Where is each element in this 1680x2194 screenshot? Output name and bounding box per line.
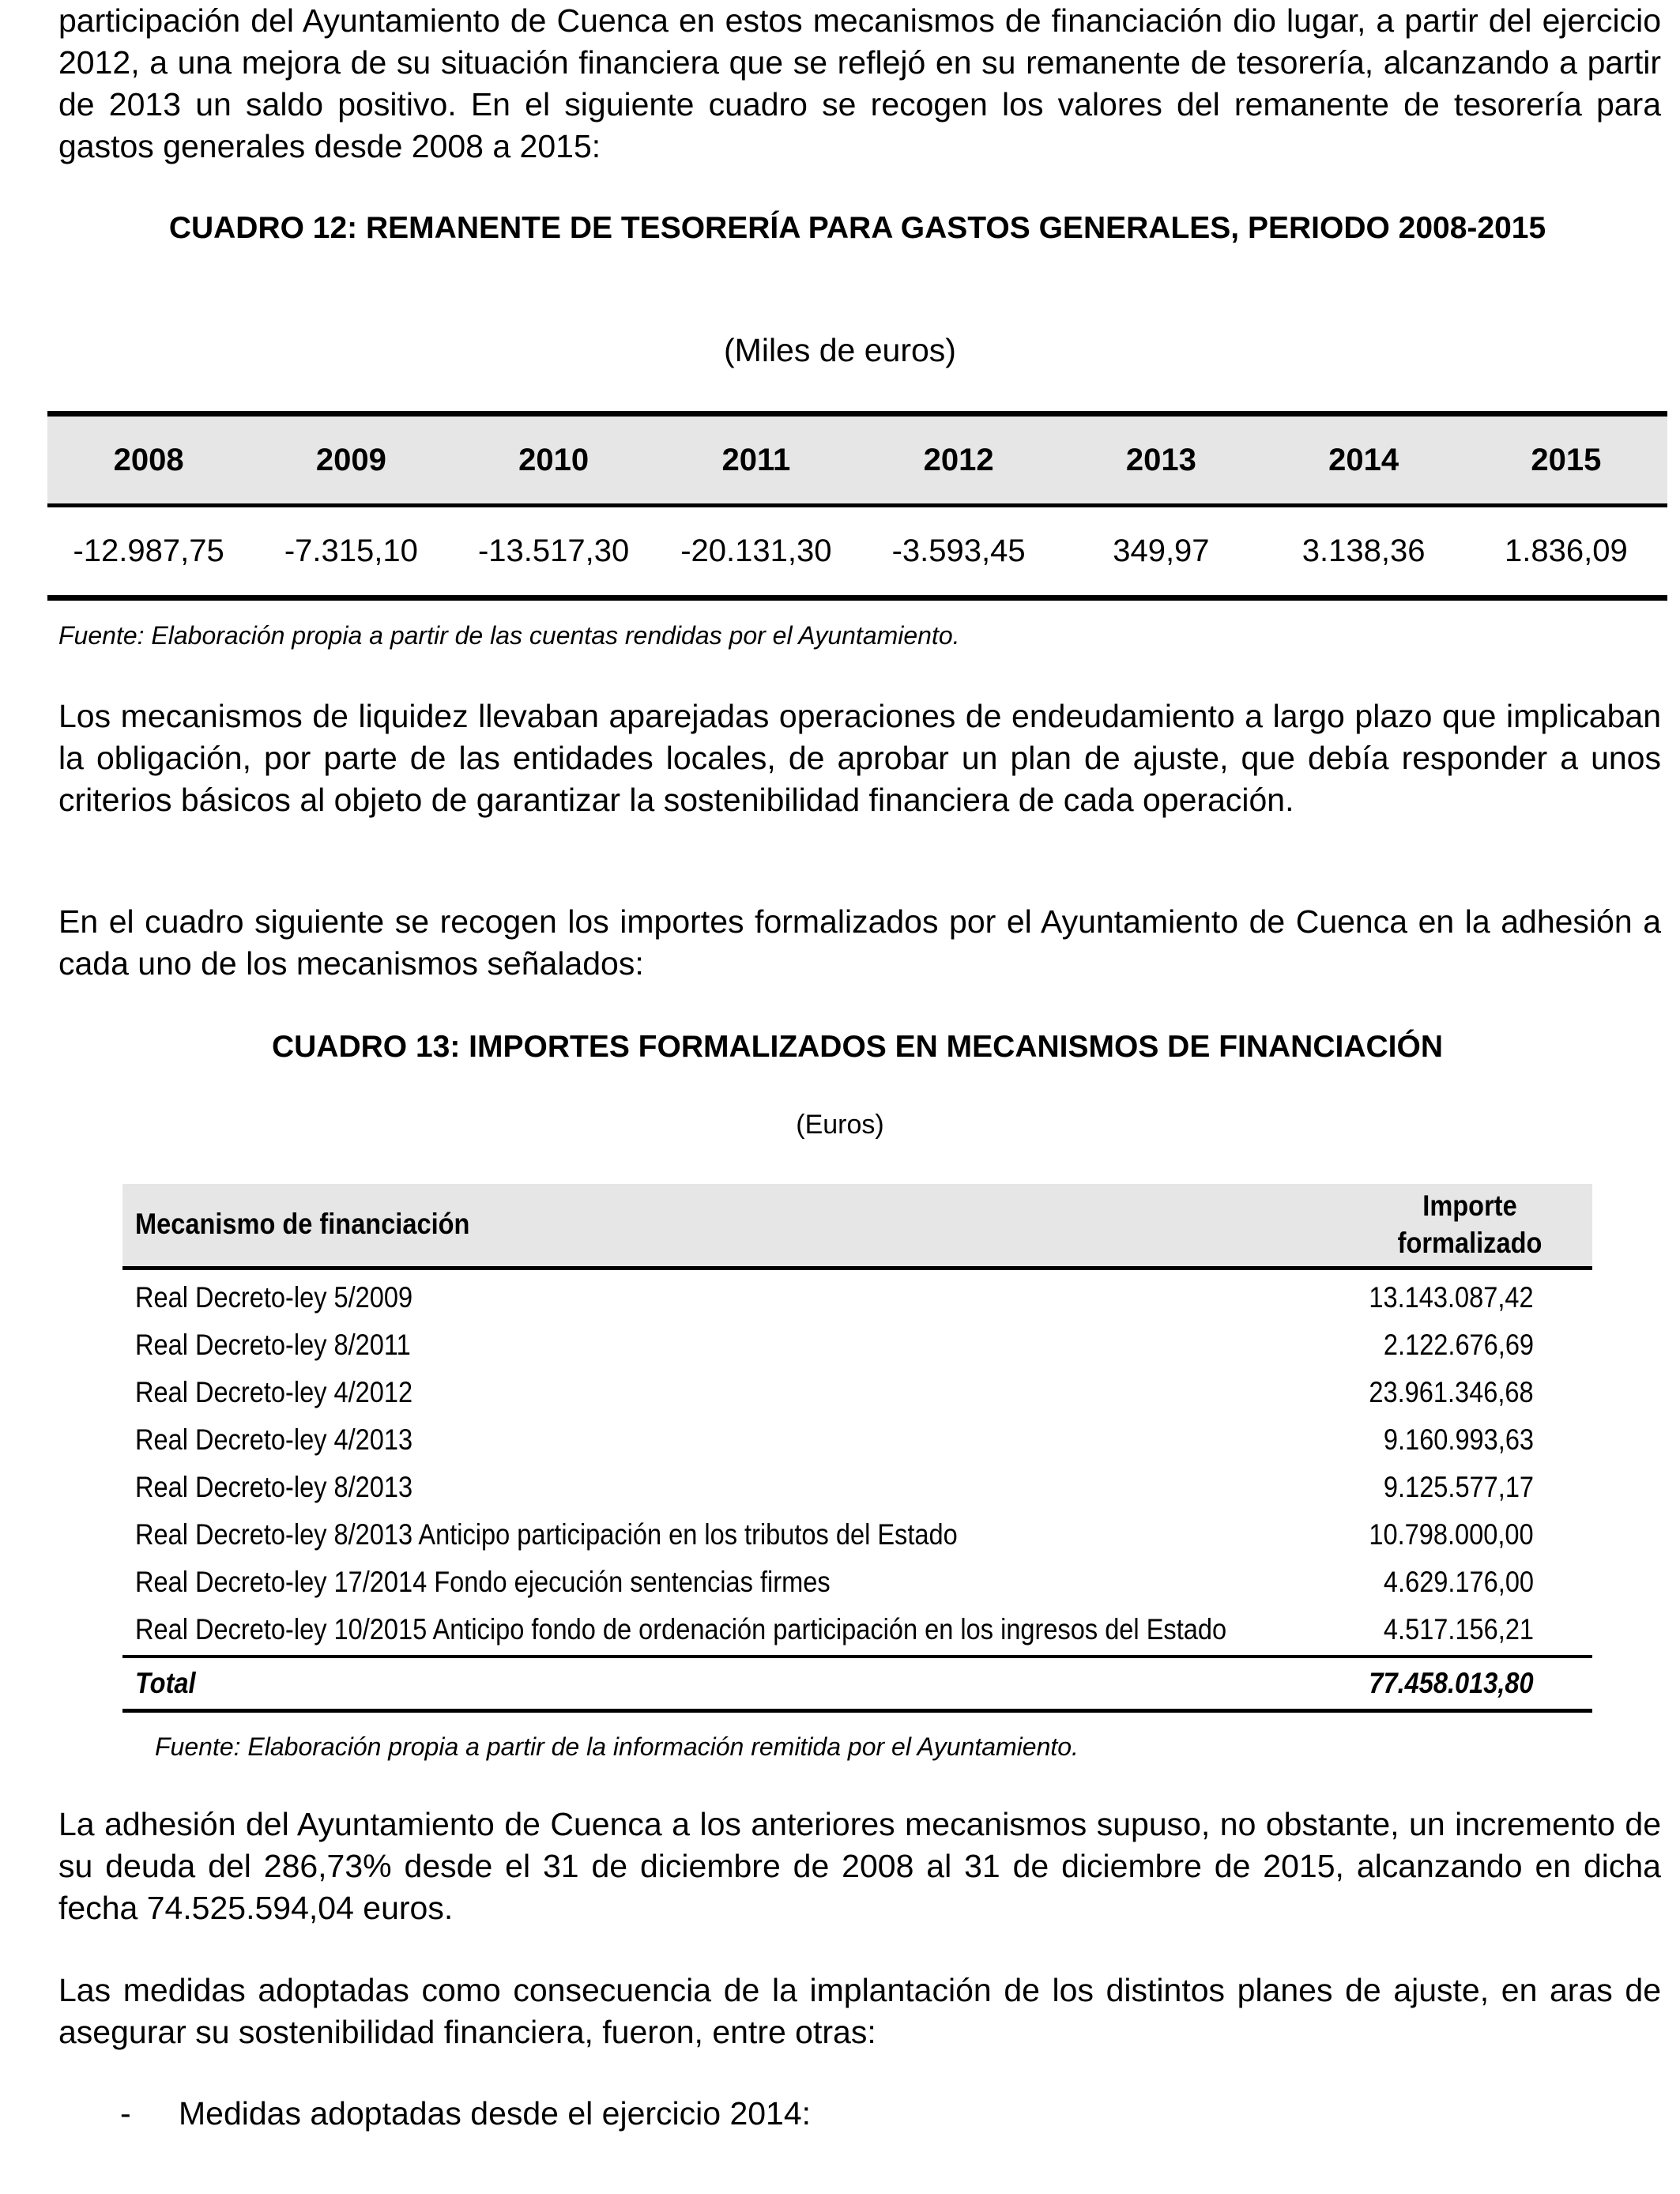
row-importe: 9.160.993,63 (1383, 1423, 1534, 1456)
year-2012-header: 2012 (923, 442, 994, 477)
cuadro12-title: CUADRO 12: REMANENTE DE TESORERÍA PARA GASTOS GENERALES, PERIODO 2008-2015 (168, 211, 1546, 245)
year-2013-header: 2013 (1125, 442, 1196, 477)
paragraph-liquidez: Los mecanismos de liquidez llevaban aparejadas operaciones de endeudamiento a largo plazo que implicaban la obligación, por parte de las entidades locales, de aprobar un plan de ajuste, que debía responder a unos criterios básicos al objeto de garantizar la sostenibilidad financiera de cada operación. (58, 698, 1661, 818)
year-2008-header: 2008 (113, 442, 184, 477)
value-2015: 1.836,09 (1505, 533, 1628, 568)
total-label: Total (135, 1667, 196, 1699)
row-mecanismo: Real Decreto-ley 5/2009 (135, 1281, 413, 1314)
year-2015-header: 2015 (1531, 442, 1602, 477)
table-row (47, 507, 1667, 595)
row-mecanismo: Real Decreto-ley 4/2013 (135, 1423, 413, 1456)
year-2011-header: 2011 (721, 442, 791, 477)
row-mecanismo: Real Decreto-ley 4/2012 (135, 1376, 413, 1408)
table-row (122, 1274, 1592, 1321)
table-rule (47, 411, 1667, 417)
value-2008: -12.987,75 (73, 533, 224, 568)
value-2012: -3.593,45 (891, 533, 1026, 568)
table-row (122, 1511, 1592, 1559)
table-rule (47, 595, 1667, 601)
list-bullet: - (120, 2095, 131, 2132)
row-importe: 4.517.156,21 (1383, 1613, 1534, 1646)
row-mecanismo: Real Decreto-ley 10/2015 Anticipo fondo de ordenación participación en los ingresos del Estado (135, 1613, 1227, 1646)
value-2014: 3.138,36 (1301, 533, 1426, 568)
table-row (122, 1464, 1592, 1511)
value-2009: -7.315,10 (284, 533, 418, 568)
cuadro13-title: CUADRO 13: IMPORTES FORMALIZADOS EN MECANISMOS DE FINANCIACIÓN (271, 1030, 1444, 1064)
year-2010-header: 2010 (518, 442, 590, 477)
table-header-row (47, 417, 1667, 503)
cuadro12-source: Fuente: Elaboración propia a partir de las cuentas rendidas por el Ayuntamiento. (58, 621, 960, 650)
table-row (122, 1559, 1592, 1606)
value-2013: 349,97 (1113, 533, 1210, 568)
row-importe: 10.798.000,00 (1369, 1518, 1534, 1551)
paragraph-medidas: Las medidas adoptadas como consecuencia de la implantación de los distintos planes de ajuste, en aras de asegurar su sostenibilidad financiera, fueron, entre otras: (58, 1972, 1661, 2050)
header-mecanismo: Mecanismo de financiación (135, 1208, 470, 1240)
cuadro13-units: (Euros) (796, 1110, 884, 1140)
year-2009-header: 2009 (315, 442, 386, 477)
value-2010: -13.517,30 (477, 533, 630, 568)
year-2014-header: 2014 (1328, 442, 1399, 477)
table-row (122, 1321, 1592, 1369)
table-row (122, 1369, 1592, 1416)
row-importe: 4.629.176,00 (1383, 1566, 1534, 1598)
total-value: 77.458.013,80 (1369, 1667, 1534, 1699)
row-importe: 9.125.577,17 (1383, 1471, 1534, 1503)
table-total-row (122, 1660, 1592, 1707)
value-2011: -20.131,30 (680, 533, 832, 568)
table-rule (122, 1266, 1592, 1270)
paragraph-deuda: La adhesión del Ayuntamiento de Cuenca a los anteriores mecanismos supuso, no obstante, un incremento de su deuda del 286,73% desde el 31 de diciembre de 2008 al 31 de diciembre de 2015, alcanzando en dicha fecha 74.525.594,04 euros. (58, 1806, 1661, 1926)
row-mecanismo: Real Decreto-ley 17/2014 Fondo ejecución sentencias firmes (135, 1566, 831, 1598)
list-item: Medidas adoptadas desde el ejercicio 2014: (179, 2095, 812, 2132)
row-mecanismo: Real Decreto-ley 8/2013 Anticipo participación en los tributos del Estado (135, 1518, 958, 1551)
table-row (122, 1606, 1592, 1653)
row-importe: 2.122.676,69 (1383, 1329, 1534, 1361)
paragraph-intro: participación del Ayuntamiento de Cuenca en estos mecanismos de financiación dio lugar, a partir del ejercicio 2012, a una mejora de su situación financiera que se reflejó en su remanente de tesorería, alcanzando a partir de 2013 un saldo positivo. En el siguiente cuadro se recogen los valores del remanente de tesorería para gastos generales desde 2008 a 2015: (58, 2, 1661, 164)
table-rule (122, 1709, 1592, 1713)
table-rule (122, 1655, 1592, 1658)
cuadro13-source: Fuente: Elaboración propia a partir de la información remitida por el Ayuntamiento. (155, 1732, 1079, 1761)
row-importe: 23.961.346,68 (1369, 1376, 1534, 1408)
cuadro12-units: (Miles de euros) (724, 332, 956, 368)
row-mecanismo: Real Decreto-ley 8/2011 (135, 1329, 411, 1361)
row-importe: 13.143.087,42 (1369, 1281, 1534, 1314)
row-mecanismo: Real Decreto-ley 8/2013 (135, 1471, 413, 1503)
table-row (122, 1416, 1592, 1464)
header-importe: Importe formalizado (1397, 1189, 1543, 1259)
paragraph-importes: En el cuadro siguiente se recogen los importes formalizados por el Ayuntamiento de Cuenca en la adhesión a cada uno de los mecanismos señalados: (58, 903, 1661, 982)
